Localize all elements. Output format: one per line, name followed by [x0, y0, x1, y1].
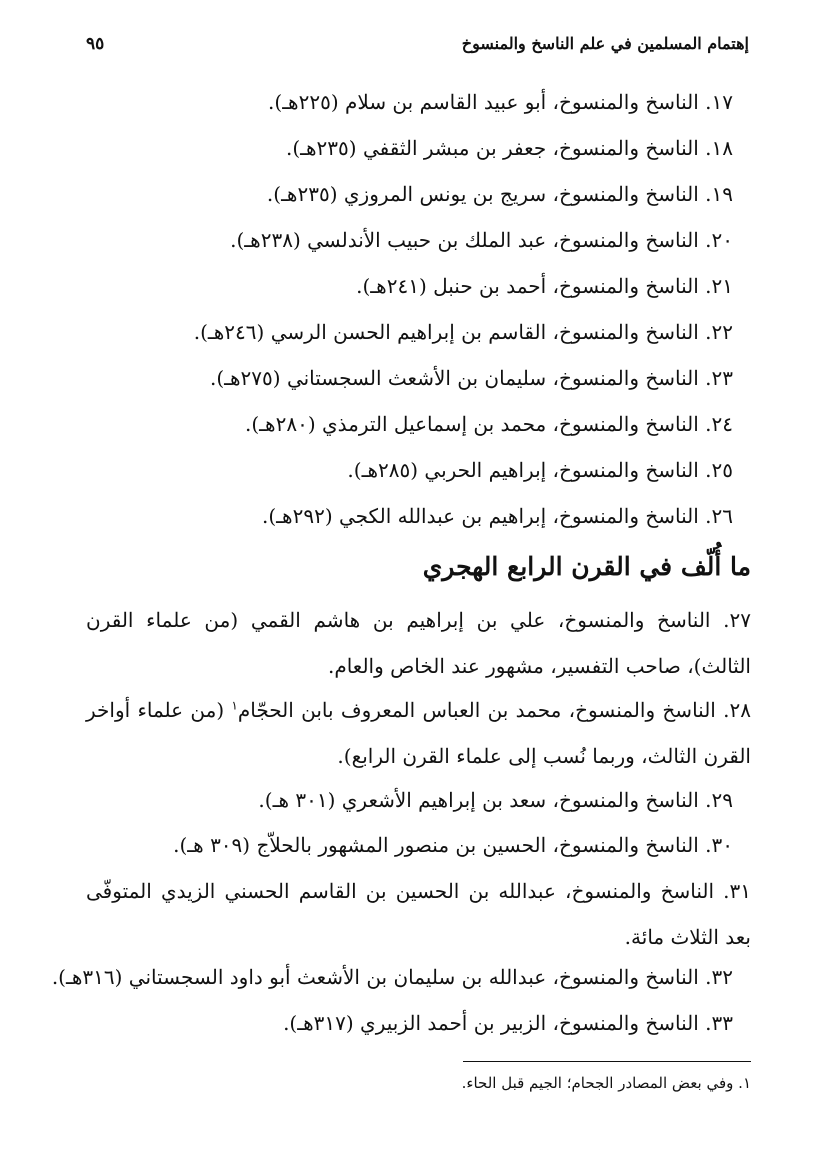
list-item-30: ٣٠. الناسخ والمنسوخ، الحسين بن منصور المشهور بالحلاّج (٣٠٩ هـ).	[173, 833, 733, 857]
footnote-divider	[463, 1061, 751, 1062]
footnote-marker[interactable]: ١	[231, 698, 238, 713]
list-item-31: ٣١. الناسخ والمنسوخ، عبدالله بن الحسين بن القاسم الحسني الزيدي المتوفّى بعد الثلاث مائة.	[86, 879, 751, 949]
list-item: ٢٢. الناسخ والمنسوخ، القاسم بن إبراهيم الحسن الرسي (٢٤٦هـ).	[193, 320, 733, 344]
works-list-third-century	[173, 90, 733, 550]
item-28-text-rest: (من علماء أواخر القرن الثالث، وربما نُسب إلى علماء القرن الرابع).	[86, 698, 751, 768]
list-item: ٢٠. الناسخ والمنسوخ، عبد الملك بن حبيب الأندلسي (٢٣٨هـ).	[230, 228, 733, 252]
list-item: ٢٣. الناسخ والمنسوخ، سليمان بن الأشعث السجستاني (٢٧٥هـ).	[209, 366, 733, 390]
running-title: إهتمام المسلمين في علم الناسخ والمنسوخ	[461, 34, 749, 53]
list-item: ١٩. الناسخ والمنسوخ، سريج بن يونس المروزي (٢٣٥هـ).	[266, 182, 733, 206]
list-item-32: ٣٢. الناسخ والمنسوخ، عبدالله بن سليمان بن الأشعث أبو داود السجستاني (٣١٦هـ).	[51, 965, 733, 989]
item-28-text: ٢٨. الناسخ والمنسوخ، محمد بن العباس المعروف بابن الحجّام	[237, 698, 751, 722]
list-item-27: ٢٧. الناسخ والمنسوخ، علي بن إبراهيم بن هاشم القمي (من علماء القرن الثالث)، صاحب التفسير، مشهور عند الخاص والعام.	[86, 608, 751, 678]
page-header	[86, 34, 749, 60]
section-heading: ما أُلّف في القرن الرابع الهجري	[422, 552, 751, 581]
list-item-28	[86, 687, 751, 779]
list-item: ٢٤. الناسخ والمنسوخ، محمد بن إسماعيل الترمذي (٢٨٠هـ).	[245, 412, 733, 436]
list-item: ٢٥. الناسخ والمنسوخ، إبراهيم الحربي (٢٨٥هـ).	[347, 458, 733, 482]
list-item: ١٨. الناسخ والمنسوخ، جعفر بن مبشر الثقفي (٢٣٥هـ).	[285, 136, 733, 160]
page-number: ٩٥	[86, 34, 105, 54]
list-item-33: ٣٣. الناسخ والمنسوخ، الزبير بن أحمد الزبيري (٣١٧هـ).	[283, 1011, 733, 1035]
list-item: ٢١. الناسخ والمنسوخ، أحمد بن حنبل (٢٤١هـ).	[356, 274, 733, 298]
list-item: ٢٦. الناسخ والمنسوخ، إبراهيم بن عبدالله الكجي (٢٩٢هـ).	[262, 504, 733, 528]
list-item-29: ٢٩. الناسخ والمنسوخ، سعد بن إبراهيم الأشعري (٣٠١ هـ).	[258, 788, 733, 812]
footnote: ١. وفي بعض المصادر الجحام؛ الجيم قبل الحاء.	[461, 1074, 751, 1092]
list-item: ١٧. الناسخ والمنسوخ، أبو عبيد القاسم بن سلام (٢٢٥هـ).	[268, 90, 733, 114]
